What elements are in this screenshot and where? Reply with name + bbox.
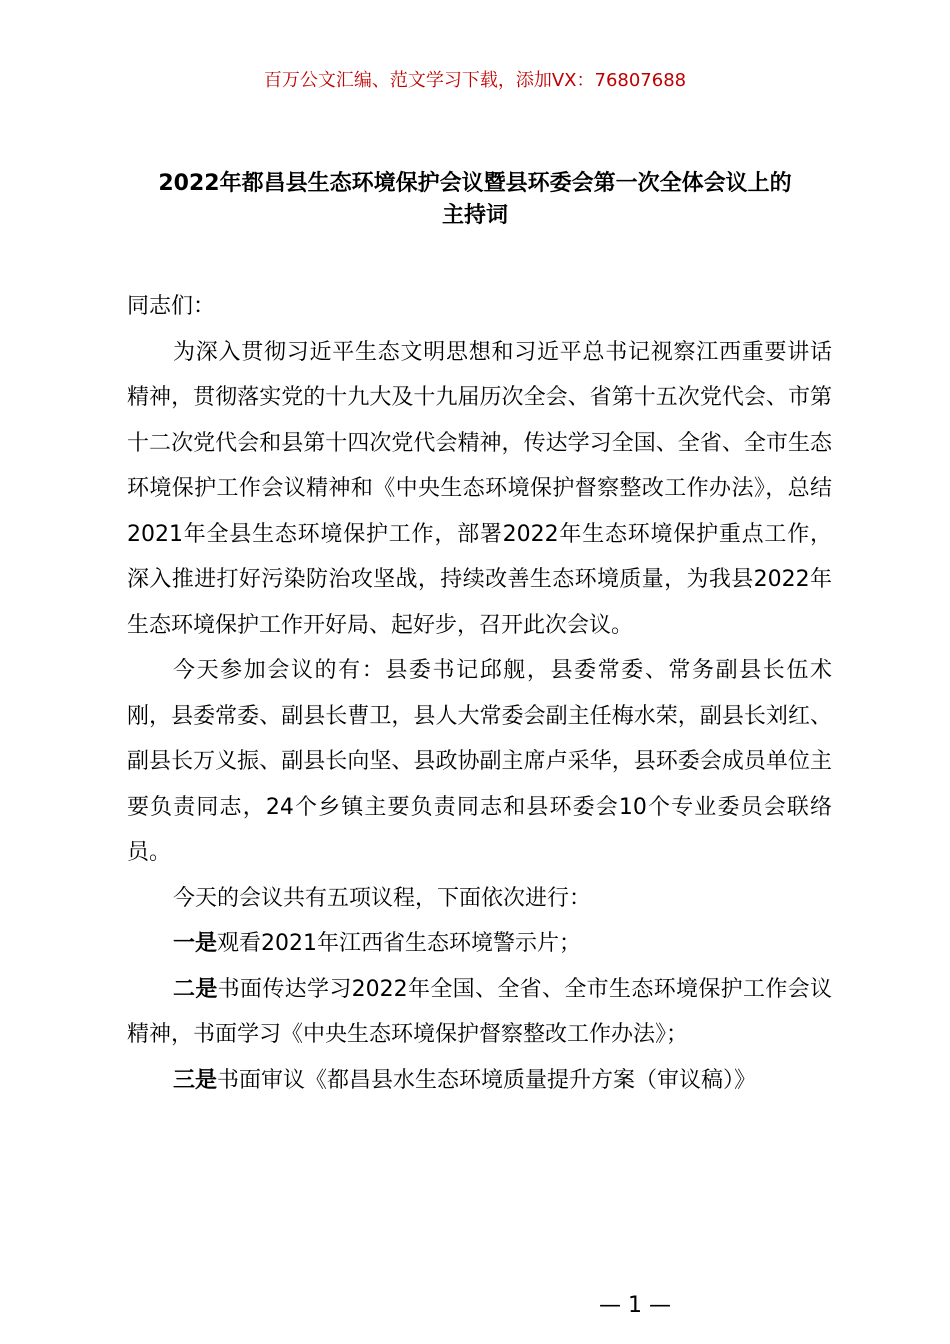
- title-line-2: 主持词: [441, 203, 508, 228]
- salutation: 同志们：: [127, 294, 216, 319]
- paragraph-agenda-intro: 今天的会议共有五项议程，下面依次进行：: [173, 885, 592, 911]
- agenda-item-lead: 一是: [173, 931, 218, 956]
- document-body: [127, 284, 832, 1103]
- agenda-item: [127, 967, 832, 1058]
- header-note: 百万公文汇编、范文学习下载，添加VX：76807688: [263, 70, 687, 91]
- agenda-item-text: 书面审议《都昌县水生态环境质量提升方案（审议稿）》: [217, 1067, 757, 1093]
- page-number: — 1 —: [599, 1293, 671, 1318]
- agenda-item-lead: 三是: [173, 1067, 218, 1093]
- document-title: [120, 168, 830, 232]
- title-line-1: 2022年都昌县生态环境保护会议暨县环委会第一次全体会议上的: [158, 171, 792, 196]
- agenda-item-lead: 二是: [173, 976, 218, 1002]
- paragraph-purpose: 为深入贯彻习近平生态文明思想和习近平总书记视察江西重要讲话精神，贯彻落实党的十九大及十九届历次全会、省第十五次党代会、市第十二次党代会和县第十四次党代会精神，传达学习全国、全省、全市生态环境保护工作会议精神和《中央生态环境保护督察整改工作办法》，总结2021年全县生态环境保护工作，部署2022年生态环境保护重点工作，深入推进打好污染防治攻坚战，持续改善生态环境质量，为我县2022年生态环境保护工作开好局、起好步，召开此次会议。: [127, 339, 832, 638]
- agenda-item-text: 观看2021年江西省生态环境警示片；: [217, 931, 582, 956]
- agenda-item: [127, 1058, 832, 1104]
- paragraph-attendees: 今天参加会议的有：县委书记邱舰，县委常委、常务副县长伍术刚，县委常委、副县长曹卫，县人大常委会副主任梅水荣，副县长刘红、副县长万义振、副县长向坚、县政协副主席卢采华，县环委会成员单位主要负责同志，24个乡镇主要负责同志和县环委会10个专业委员会联络员。: [127, 658, 832, 865]
- agenda-item-text: 书面传达学习2022年全国、全省、全市生态环境保护工作会议精神，书面学习《中央生态环境保护督察整改工作办法》；: [127, 976, 832, 1047]
- agenda-item: [127, 921, 832, 967]
